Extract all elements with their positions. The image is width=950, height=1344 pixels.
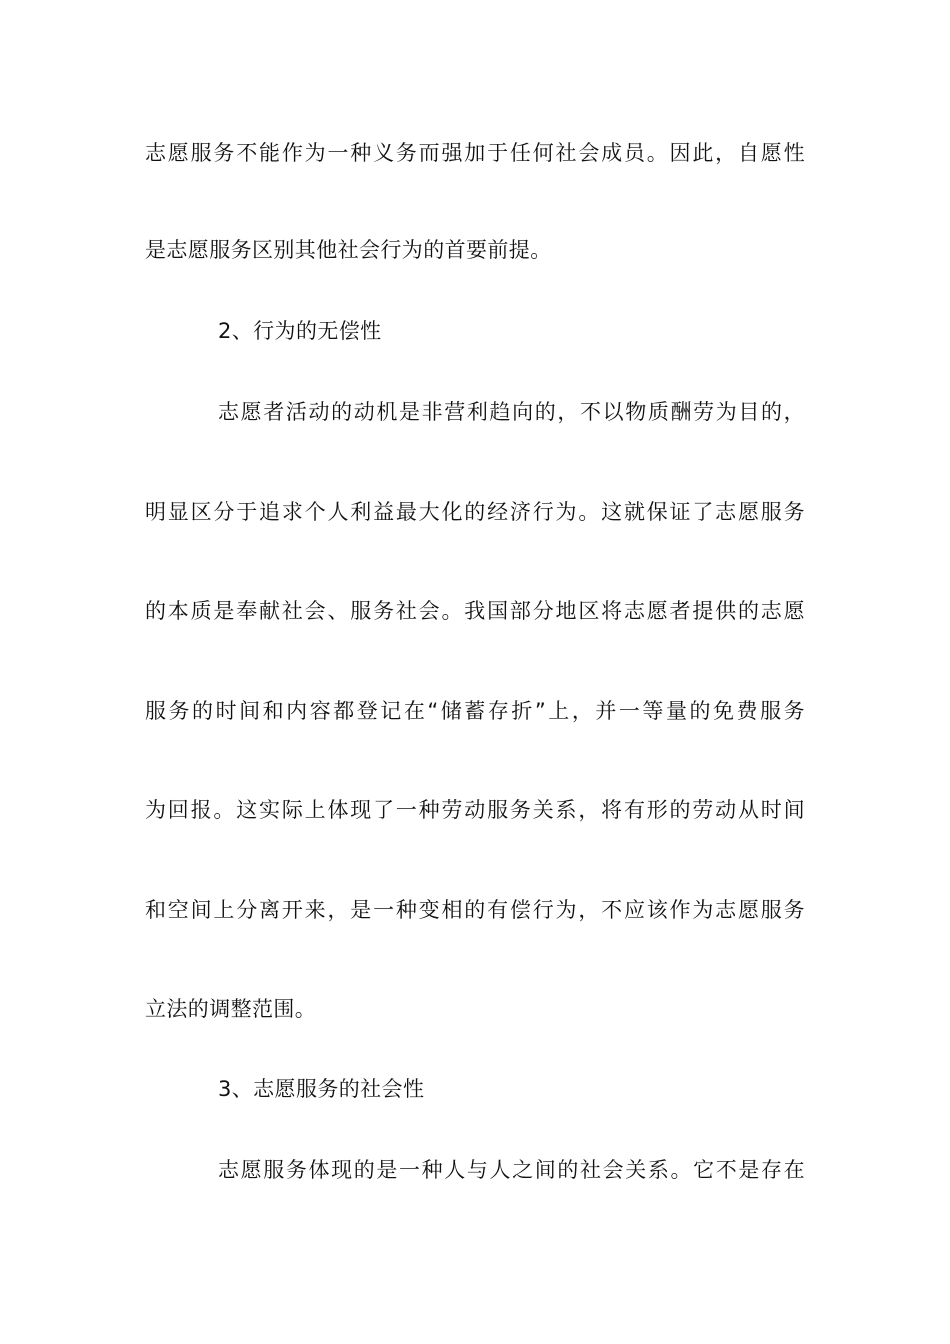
paragraph-line: 明显区分于追求个人利益最大化的经济行为。这就保证了志愿服务 bbox=[145, 500, 805, 524]
paragraph-line: 志愿者活动的动机是非营利趋向的，不以物质酬劳为目的， bbox=[218, 400, 805, 424]
paragraph-line: 和空间上分离开来，是一种变相的有偿行为，不应该作为志愿服务 bbox=[145, 898, 805, 922]
section-heading: 3、志愿服务的社会性 bbox=[218, 1077, 425, 1101]
paragraph-line: 的本质是奉献社会、服务社会。我国部分地区将志愿者提供的志愿 bbox=[145, 599, 805, 623]
paragraph-line: 是志愿服务区别其他社会行为的首要前提。 bbox=[145, 238, 552, 262]
paragraph-line: 为回报。这实际上体现了一种劳动服务关系，将有形的劳动从时间 bbox=[145, 798, 805, 822]
section-heading: 2、行为的无偿性 bbox=[218, 319, 382, 343]
paragraph-line: 志愿服务不能作为一种义务而强加于任何社会成员。因此，自愿性 bbox=[145, 141, 805, 165]
paragraph-line: 志愿服务体现的是一种人与人之间的社会关系。它不是存在 bbox=[218, 1158, 805, 1182]
paragraph-line: 立法的调整范围。 bbox=[145, 997, 317, 1021]
paragraph-line: 服务的时间和内容都登记在“储蓄存折”上，并一等量的免费服务 bbox=[145, 699, 805, 723]
